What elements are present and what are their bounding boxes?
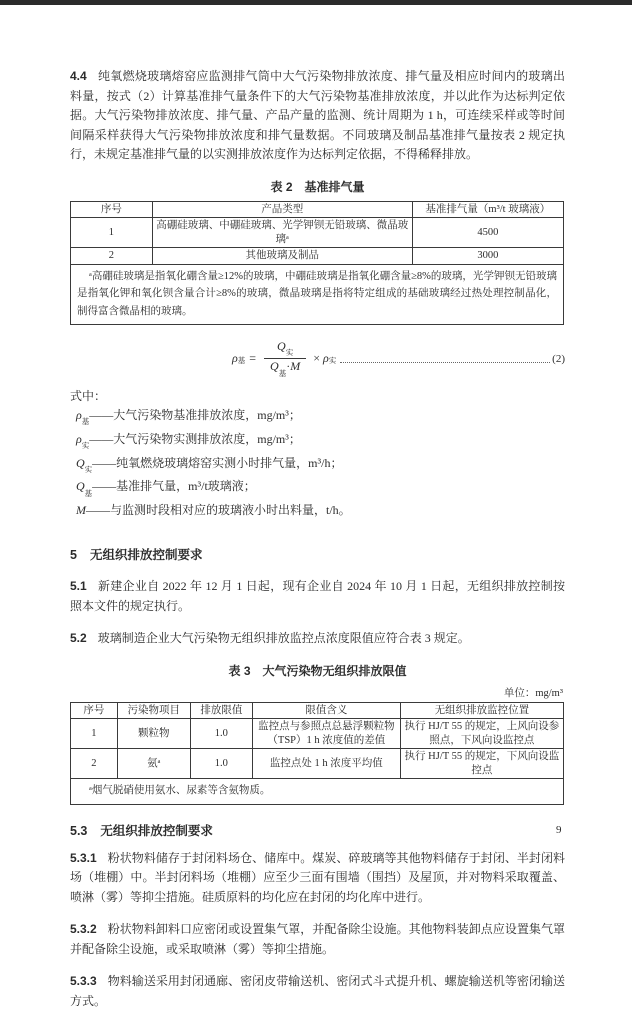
table-2-row xyxy=(71,218,564,248)
table-2-cell: 3000 xyxy=(412,248,563,265)
section-5-3-2-number: 5.3.2 xyxy=(70,922,97,937)
subscript: 实 xyxy=(285,348,294,358)
table-2-footnote-text: ᵃ高硼硅玻璃是指氧化硼含量≥12%的玻璃，中硼硅玻璃是指氧化硼含量≥8%的玻璃，光学钾钡无铅玻璃是指氧化钾和氧化钡含量合计≥8%的玻璃，微晶玻璃是指将特定组成的基础玻璃经过热处理控制晶化，制得富含微晶相的玻璃。 xyxy=(77,270,557,317)
section-5-3-3-text: 物料输送采用封闭通廊、密闭皮带输送机、密闭式斗式提升机、螺旋输送机等密闭输送方式。 xyxy=(70,974,565,1008)
table-3-unit-note: 单位：mg/m³ xyxy=(503,687,563,699)
table-3-label: 表 3 xyxy=(228,663,251,678)
section-5-2 xyxy=(70,629,565,649)
table-3 xyxy=(70,702,564,805)
subscript: 基 xyxy=(278,368,287,378)
subscript: 实 xyxy=(84,464,93,474)
table-3-cell: 监控点处 1 h 浓度平均值 xyxy=(252,749,400,779)
table-3-cell: 执行 HJ/T 55 的规定，上风向设参照点，下风向设监控点 xyxy=(400,719,563,749)
section-5-3-1-number: 5.3.1 xyxy=(70,850,97,865)
section-5-heading xyxy=(70,545,565,563)
formula-number: (2) xyxy=(552,352,565,365)
dotted-leader xyxy=(340,354,550,363)
m-symbol: M xyxy=(290,359,301,374)
table-3-cell: 1.0 xyxy=(190,749,252,779)
table-2-cell: 1 xyxy=(71,218,153,248)
definition-text: ——大气污染物基准排放浓度，mg/m³； xyxy=(89,407,301,422)
table-2-cell: 其他玻璃及制品 xyxy=(152,248,412,265)
subscript: 实 xyxy=(81,441,90,451)
equals-sign: = xyxy=(249,351,257,366)
section-5-3-heading xyxy=(70,821,565,839)
table-2-footnote-row xyxy=(71,264,564,325)
section-5-3-3 xyxy=(70,972,565,1011)
fraction-denominator xyxy=(264,358,306,377)
document-page xyxy=(70,5,565,1024)
table-2-footnote xyxy=(71,264,564,325)
table-2-label: 表 2 xyxy=(270,179,293,194)
table-3-cell: 监控点与参照点总悬浮颗粒物（TSP）1 h 浓度值的差值 xyxy=(252,719,400,749)
table-3-title-text: 大气污染物无组织排放限值 xyxy=(262,663,407,678)
definition-item xyxy=(76,477,565,501)
q-symbol: Q xyxy=(76,479,85,494)
table-2-row xyxy=(71,248,564,265)
table-2 xyxy=(70,201,564,326)
section-4-4 xyxy=(70,67,565,165)
subscript: 实 xyxy=(328,356,337,366)
table-2-cell: 4500 xyxy=(412,218,563,248)
section-5-1-text: 新建企业自 2022 年 12 月 1 日起，现有企业自 2024 年 10 月 1 日起，无组织排放控制按照本文件的规定执行。 xyxy=(70,579,565,613)
table-3-cell: 颗粒物 xyxy=(117,719,190,749)
table-3-header-seq: 序号 xyxy=(71,702,118,719)
definition-item xyxy=(76,501,565,525)
table-3-row xyxy=(71,719,564,749)
subscript: 基 xyxy=(81,417,90,427)
table-2-header-seq: 序号 xyxy=(71,201,153,218)
section-5-3-3-number: 5.3.3 xyxy=(70,974,97,989)
definition-item xyxy=(76,406,565,430)
table-3-header-limit: 排放限值 xyxy=(190,702,252,719)
table-3-footnote-row xyxy=(71,779,564,805)
section-5-2-text: 玻璃制造企业大气污染物无组织排放监控点浓度限值应符合表 3 规定。 xyxy=(97,631,470,646)
table-3-cell: 2 xyxy=(71,749,118,779)
table-3-cell: 1.0 xyxy=(190,719,252,749)
section-5-title: 无组织排放控制要求 xyxy=(89,548,203,563)
formula-2 xyxy=(70,340,565,378)
table-2-header-volume: 基准排气量（m³/t 玻璃液） xyxy=(412,201,563,218)
section-5-2-number: 5.2 xyxy=(70,631,87,646)
table-3-cell: 1 xyxy=(71,719,118,749)
table-2-cell: 高硼硅玻璃、中硼硅玻璃、光学钾钡无铅玻璃、微晶玻璃ᵃ xyxy=(152,218,412,248)
table-2-title-text: 基准排气量 xyxy=(304,179,365,194)
section-5-1-number: 5.1 xyxy=(70,579,87,594)
table-3-header-location: 无组织排放监控位置 xyxy=(400,702,563,719)
section-5-3-title: 无组织排放控制要求 xyxy=(100,823,213,838)
table-3-cell: 氨ᵃ xyxy=(117,749,190,779)
table-3-title xyxy=(70,662,565,679)
subscript: 基 xyxy=(84,488,93,498)
m-symbol: M xyxy=(76,503,86,518)
section-5-3-number: 5.3 xyxy=(70,823,88,838)
dot-operator: · xyxy=(286,359,291,374)
section-4-4-text: 纯氧燃烧玻璃熔窑应监测排气筒中大气污染物排放浓度、排气量及相应时间内的玻璃出料量，按式（2）计算基准排气量条件下的大气污染物基准排放浓度，并以此作为达标判定依据。大气污染物排放浓度、排气量、产品产量的监测、统计周期为 1 h，可连续采样或等时间间隔采样获得大气污染物排放浓度和排气量数据。不同玻璃及制品基准排气量按表 2 规定执行，未规定基准排气量的以实测排放浓度作为达标判定依据，不得稀释排放。 xyxy=(70,69,565,161)
times-sign: × xyxy=(313,351,320,366)
fraction xyxy=(264,340,306,378)
section-4-4-number: 4.4 xyxy=(70,69,87,83)
section-5-1 xyxy=(70,577,565,616)
table-2-cell: 2 xyxy=(71,248,153,265)
q-symbol: Q xyxy=(270,359,279,374)
definition-item xyxy=(76,454,565,478)
section-5-3-2 xyxy=(70,920,565,959)
fraction-numerator xyxy=(271,340,299,358)
table-3-footnote-text: ᵃ烟气脱硝使用氨水、尿素等含氨物质。 xyxy=(89,785,271,797)
formula-2-expression xyxy=(232,340,336,378)
subscript: 基 xyxy=(237,356,246,366)
rho-symbol: ρ xyxy=(76,407,82,422)
table-2-title xyxy=(70,178,565,195)
definition-item xyxy=(76,430,565,454)
table-3-header-meaning: 限值含义 xyxy=(252,702,400,719)
rho-symbol: ρ xyxy=(76,431,82,446)
rho-symbol: ρ xyxy=(323,351,329,366)
table-2-header-product: 产品类型 xyxy=(152,201,412,218)
table-3-header-pollutant: 污染物项目 xyxy=(117,702,190,719)
table-3-footnote xyxy=(71,779,564,805)
section-5-3-1-text: 粉状物料储存于封闭料场仓、储库中。煤炭、碎玻璃等其他物料储存于封闭、半封闭料场（堆棚）中。半封闭料场（堆棚）应至少三面有围墙（围挡）及屋顶，并对物料采取覆盖、喷淋（雾）等抑尘措施。硅质原料的均化应在封闭的均化库中进行。 xyxy=(70,850,565,904)
definition-text: ——基准排气量，m³/t玻璃液； xyxy=(92,479,256,494)
section-5-3-2-text: 粉状物料卸料口应密闭或设置集气罩，并配备除尘设施。其他物料装卸点应设置集气罩并配备除尘设施，或采取喷淋（雾）等抑尘措施。 xyxy=(70,922,565,956)
rho-symbol: ρ xyxy=(232,351,238,366)
table-2-header-row xyxy=(71,201,564,218)
section-5-3-1 xyxy=(70,849,565,908)
table-3-header-row xyxy=(71,702,564,719)
q-symbol: Q xyxy=(76,455,85,470)
section-5-number: 5 xyxy=(70,548,77,563)
q-symbol: Q xyxy=(277,339,286,353)
symbol-definitions xyxy=(70,406,565,525)
page-number: 9 xyxy=(556,824,562,836)
definition-text: ——与监测时段相对应的玻璃液小时出料量，t/h。 xyxy=(86,503,351,518)
definition-text: ——纯氧燃烧玻璃熔窑实测小时排气量，m³/h； xyxy=(92,455,343,470)
where-intro: 式中： xyxy=(70,388,107,403)
table-3-cell: 执行 HJ/T 55 的规定，下风向设监控点 xyxy=(400,749,563,779)
definition-text: ——大气污染物实测排放浓度，mg/m³； xyxy=(89,431,301,446)
table-3-row xyxy=(71,749,564,779)
